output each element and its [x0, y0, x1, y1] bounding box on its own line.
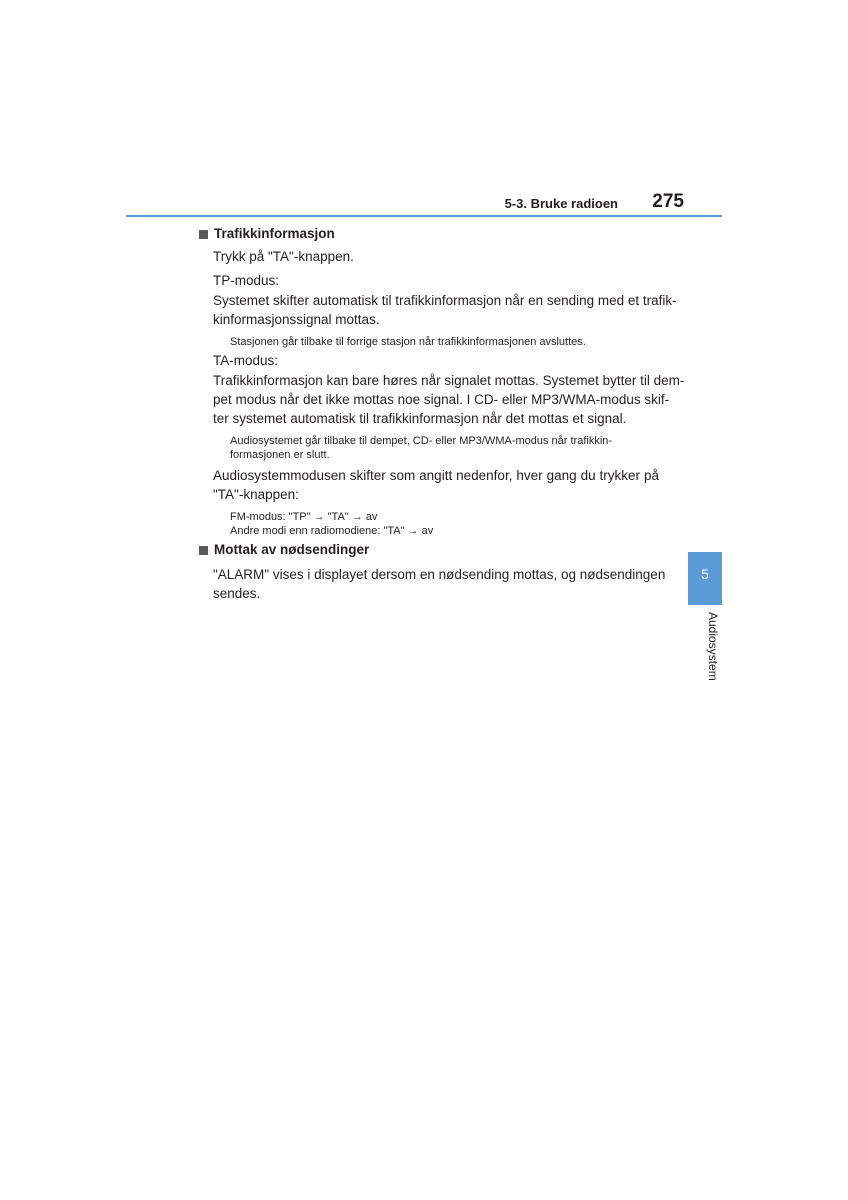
mode-cycle-text-line: Audiosystemmodusen skifter som angitt nedenfor, hver gang du trykker på — [213, 468, 659, 483]
chapter-number: 5 — [701, 566, 709, 582]
square-bullet-icon — [199, 546, 208, 555]
other-mode-cycle: Andre modi enn radiomodiene: "TA" → av — [230, 525, 434, 537]
square-bullet-icon — [199, 230, 208, 239]
tp-mode-label: TP-modus: — [213, 273, 280, 288]
ta-mode-label: TA-modus: — [213, 353, 279, 368]
tp-mode-text-line: Systemet skifter automatisk til trafikkinformasjon når en sending med et trafik- — [213, 293, 677, 308]
ta-mode-text-line: Trafikkinformasjon kan bare høres når signalet mottas. Systemet bytter til dem- — [213, 373, 685, 388]
fm-mode-cycle: FM-modus: "TP" → "TA" → av — [230, 511, 378, 523]
ta-mode-note: Audiosystemet går tilbake til dempet, CD- eller MP3/WMA-modus når trafikkin- — [230, 435, 613, 447]
traffic-heading: Trafikkinformasjon — [214, 226, 335, 241]
press-ta-instruction: Trykk på "TA"-knappen. — [213, 249, 354, 264]
ta-mode-note: formasjonen er slutt. — [230, 449, 330, 461]
emergency-text-line: sendes. — [213, 586, 261, 601]
mode-cycle-text-line: "TA"-knappen: — [213, 487, 299, 502]
ta-mode-text-line: pet modus når det ikke mottas noe signal. I CD- eller MP3/WMA-modus skif- — [213, 392, 670, 407]
emergency-heading: Mottak av nødsendinger — [214, 542, 370, 557]
emergency-text-line: "ALARM" vises i displayet dersom en nødsending mottas, og nødsendingen — [213, 567, 666, 582]
section-title: 5-3. Bruke radioen — [504, 196, 618, 211]
page-number: 275 — [652, 191, 684, 212]
chapter-label: Audiosystem — [706, 612, 720, 681]
header-divider — [126, 215, 722, 217]
tp-mode-note: Stasjonen går tilbake til forrige stasjon når trafikkinformasjonen avsluttes. — [230, 336, 586, 348]
tp-mode-text-line: kinformasjonssignal mottas. — [213, 312, 380, 327]
ta-mode-text-line: ter systemet automatisk til trafikkinformasjon når det mottas et signal. — [213, 411, 627, 426]
